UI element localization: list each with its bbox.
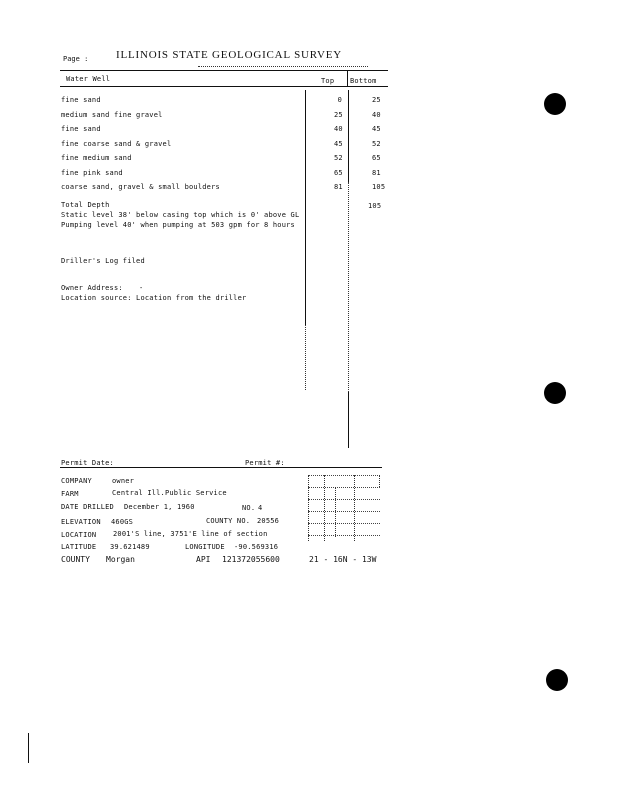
strata-bottom: 81 (372, 168, 381, 177)
header-rule-bottom (60, 86, 388, 87)
strata-bottom: 52 (372, 139, 381, 148)
static-level-note: Static level 38' below casing top which is 0' above GL (61, 211, 300, 219)
strata-bottom: 65 (372, 154, 381, 162)
well-no-label: NO. (242, 504, 256, 512)
county-label: COUNTY (61, 555, 90, 564)
page-label: Page : (63, 55, 89, 63)
well-type: Water Well (66, 75, 111, 83)
strata-bottom: 105 (372, 183, 386, 191)
county-no-label: COUNTY NO. (206, 517, 251, 525)
binder-hole-top (544, 93, 566, 115)
strata-description: medium sand fine gravel (61, 110, 163, 119)
strata-right-border-dotted (305, 325, 306, 390)
col-top-header: Top (321, 77, 335, 85)
strata-top: 45 (334, 139, 343, 148)
latitude-value: 39.621489 (110, 543, 150, 551)
owner-address-mark: - (139, 284, 144, 292)
title-underline (198, 66, 368, 67)
binder-hole-middle (544, 382, 566, 404)
section-grid (308, 475, 380, 547)
strata-description: fine medium sand (61, 154, 132, 162)
total-depth-label: Total Depth (61, 201, 110, 209)
strata-top: 40 (334, 125, 343, 133)
farm-value: Central Ill.Public Service (112, 489, 227, 497)
location-value: 2001'S line, 3751'E line of section (113, 530, 268, 538)
strata-description: coarse sand, gravel & small boulders (61, 183, 220, 191)
strata-top: 0 (337, 96, 342, 104)
col-divider (347, 70, 348, 87)
strata-top: 65 (334, 168, 343, 177)
strata-description: fine sand (61, 96, 101, 104)
permit-rule (60, 467, 382, 468)
elevation-value: 460GS (111, 518, 134, 526)
strata-description: fine coarse sand & gravel (61, 139, 172, 148)
county-no-value: 20556 (257, 517, 280, 525)
left-margin-mark (28, 733, 29, 763)
top-bottom-divider-dotted (348, 182, 349, 392)
elevation-label: ELEVATION (61, 518, 101, 526)
strata-top: 25 (334, 110, 343, 119)
permit-date-label: Permit Date: (61, 459, 114, 467)
location-source-note: Location source: Location from the driller (61, 294, 247, 302)
strata-bottom: 45 (372, 125, 381, 133)
lower-divider (348, 392, 349, 448)
county-value: Morgan (106, 555, 135, 564)
township-range: 21 - 16N - 13W (309, 555, 377, 564)
strata-bottom: 40 (372, 110, 381, 119)
strata-top: 81 (334, 183, 343, 191)
strata-description: fine pink sand (61, 168, 123, 177)
company-value: owner (112, 477, 135, 485)
drillers-log-note: Driller's Log filed (61, 257, 145, 265)
company-label: COMPANY (61, 477, 92, 485)
header-rule-top (60, 70, 388, 71)
well-no-value: 4 (258, 504, 263, 512)
top-bottom-divider (348, 90, 349, 182)
longitude-label: LONGITUDE (185, 543, 225, 551)
strata-bottom: 25 (372, 96, 381, 104)
total-depth-value: 105 (368, 202, 382, 210)
col-bottom-header: Bottom (350, 77, 377, 85)
binder-hole-bottom (546, 669, 568, 691)
api-value: 121372055600 (222, 555, 280, 564)
api-label: API (196, 555, 211, 564)
strata-right-border (305, 90, 306, 325)
latitude-label: LATITUDE (61, 543, 97, 551)
owner-address-label: Owner Address: (61, 284, 123, 292)
date-drilled-label: DATE DRILLED (61, 503, 114, 511)
longitude-value: -90.569316 (234, 543, 279, 551)
document-title: ILLINOIS STATE GEOLOGICAL SURVEY (116, 49, 342, 61)
permit-number-label: Permit #: (245, 459, 285, 467)
pumping-level-note: Pumping level 40' when pumping at 503 gpm for 8 hours (61, 221, 295, 229)
farm-label: FARM (61, 490, 79, 498)
date-drilled-value: December 1, 1960 (124, 503, 195, 511)
location-label: LOCATION (61, 531, 97, 539)
strata-top: 52 (334, 154, 343, 162)
strata-description: fine sand (61, 125, 101, 133)
